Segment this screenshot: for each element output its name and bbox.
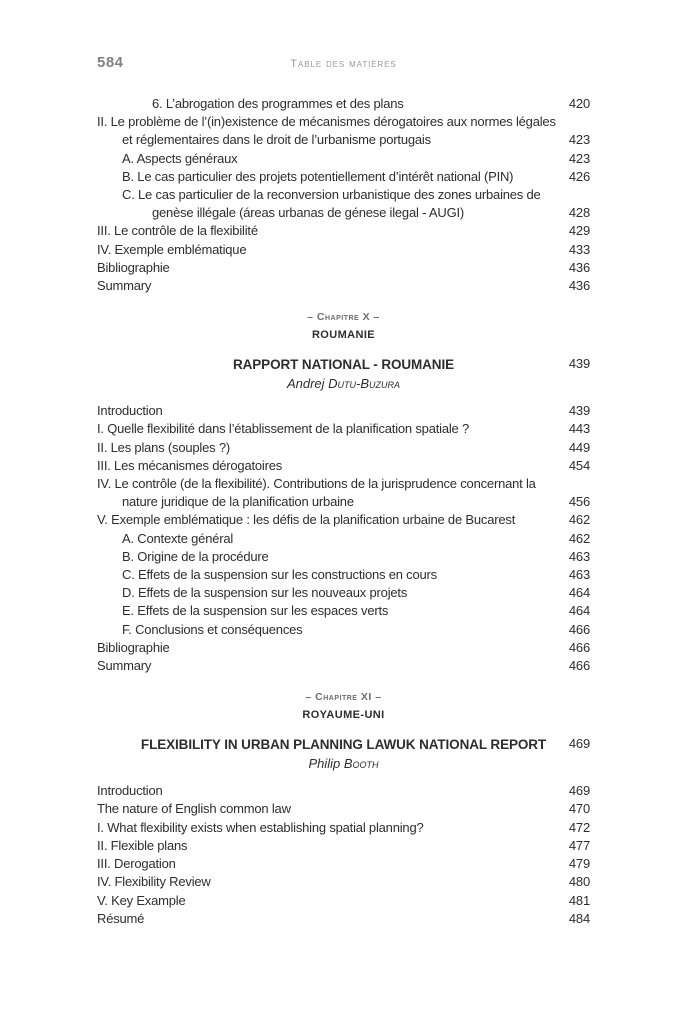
toc-entry — [97, 259, 590, 277]
table-of-contents — [97, 95, 590, 928]
toc-entry-title — [122, 584, 590, 602]
toc-entry-line: I. Quelle flexibilité dans l’établissement de la planification spatiale ? — [97, 421, 470, 437]
toc-entry-page-number: 469 — [568, 783, 590, 799]
toc-entry-page-number: 479 — [568, 856, 590, 872]
toc-entry-page-number: 428 — [568, 205, 590, 221]
toc-entry-line: III. Derogation — [97, 856, 176, 872]
toc-section — [97, 782, 590, 928]
toc-entry — [97, 892, 590, 910]
toc-entry-line: Introduction — [97, 783, 163, 799]
toc-entry-title — [122, 530, 590, 548]
toc-entry-line: Summary — [97, 278, 152, 294]
page-header — [97, 54, 590, 71]
toc-entry-line: III. Le contrôle de la flexibilité — [97, 223, 258, 239]
toc-section — [97, 402, 590, 675]
toc-entry-title — [122, 602, 590, 620]
toc-entry-page-number: 463 — [568, 548, 590, 564]
toc-entry — [97, 511, 590, 529]
toc-entry — [97, 168, 590, 186]
toc-entry — [97, 584, 590, 602]
toc-entry-title — [97, 222, 590, 240]
toc-entry — [97, 113, 590, 149]
toc-entry — [97, 873, 590, 891]
toc-entry-title — [97, 910, 590, 928]
chapter-page-number: 439 — [568, 356, 590, 372]
chapter-heading — [97, 691, 590, 772]
chapter-label: – Chapitre XI – — [305, 691, 382, 704]
toc-entry-line: Introduction — [97, 403, 163, 419]
toc-entry-line: A. Aspects généraux — [122, 150, 238, 166]
toc-entry — [97, 602, 590, 620]
toc-entry-line: C. Le cas particulier de la reconversion urbanistique des zones urbaines de — [122, 187, 541, 203]
toc-entry — [97, 95, 590, 113]
toc-entry-page-number: 480 — [568, 874, 590, 890]
toc-entry-title — [97, 402, 590, 420]
toc-entry-title — [122, 621, 590, 639]
toc-entry-title — [97, 892, 590, 910]
toc-entry-line: Summary — [97, 658, 152, 674]
toc-entry-page-number: 456 — [568, 494, 590, 510]
toc-entry — [97, 657, 590, 675]
toc-entry-line: II. Le problème de l’(in)existence de mécanismes dérogatoires aux normes légales — [97, 114, 556, 130]
chapter-author — [97, 375, 590, 392]
chapter-country: ROUMANIE — [311, 329, 376, 342]
toc-entry-line: IV. Le contrôle (de la flexibilité). Contributions de la jurisprudence concernant la — [97, 476, 536, 492]
toc-entry — [97, 800, 590, 818]
toc-entry — [97, 621, 590, 639]
toc-entry-line: B. Origine de la procédure — [122, 548, 269, 564]
toc-entry-line: Bibliographie — [97, 259, 170, 275]
toc-entry-page-number: 436 — [568, 278, 590, 294]
toc-entry-title — [97, 657, 590, 675]
toc-entry-line: A. Contexte général — [122, 530, 234, 546]
toc-entry-line: 6. L’abrogation des programmes et des plans — [152, 96, 404, 111]
toc-entry-page-number: 464 — [568, 603, 590, 619]
toc-entry — [97, 639, 590, 657]
toc-entry-title — [97, 241, 590, 259]
toc-entry-title — [97, 855, 590, 873]
toc-entry-page-number: 429 — [568, 223, 590, 239]
author-first-name: Andrej — [286, 376, 329, 392]
toc-entry — [97, 150, 590, 168]
toc-entry-title — [97, 782, 590, 800]
running-header: Table des matières — [290, 58, 397, 70]
toc-entry-line: IV. Flexibility Review — [97, 874, 211, 890]
toc-entry-line: I. What flexibility exists when establishing spatial planning? — [97, 819, 424, 835]
toc-entry — [97, 837, 590, 855]
toc-entry-title — [122, 168, 590, 186]
toc-entry-page-number: 477 — [568, 837, 590, 853]
toc-entry — [97, 457, 590, 475]
toc-entry — [97, 548, 590, 566]
toc-entry-title — [97, 439, 590, 457]
toc-entry-title — [97, 837, 590, 855]
toc-entry — [97, 566, 590, 584]
toc-entry — [97, 855, 590, 873]
toc-entry — [97, 530, 590, 548]
toc-entry-line: V. Key Example — [97, 892, 186, 908]
toc-entry — [97, 819, 590, 837]
toc-entry-title — [122, 186, 590, 222]
toc-entry-page-number: 466 — [568, 639, 590, 655]
toc-entry-title — [97, 873, 590, 891]
chapter-label: – Chapitre X – — [307, 311, 380, 324]
toc-entry-page-number: 466 — [568, 658, 590, 674]
chapter-heading — [97, 311, 590, 392]
toc-entry — [97, 402, 590, 420]
toc-entry-page-number: 423 — [568, 132, 590, 148]
chapter-page-number: 469 — [568, 736, 590, 752]
toc-entry-page-number: 420 — [568, 96, 590, 111]
toc-entry-title — [97, 113, 590, 149]
toc-entry-page-number: 484 — [568, 910, 590, 926]
toc-entry — [97, 475, 590, 511]
toc-entry-title — [97, 259, 590, 277]
toc-entry-line: genèse illégale (áreas urbanas de génese ilegal - AUGI) — [152, 205, 465, 221]
toc-entry-page-number: 436 — [568, 259, 590, 275]
toc-entry-page-number: 463 — [568, 567, 590, 583]
toc-entry-page-number: 454 — [568, 457, 590, 473]
toc-entry-page-number: 470 — [568, 801, 590, 817]
chapter-title: FLEXIBILITY IN URBAN PLANNING LAWUK NATIONAL REPORT — [140, 737, 547, 753]
toc-entry-title — [97, 420, 590, 438]
toc-entry-title — [97, 511, 590, 529]
toc-entry-line: B. Le cas particulier des projets potentiellement d’intérêt national (PIN) — [122, 168, 514, 184]
toc-entry-line: D. Effets de la suspension sur les nouveaux projets — [122, 585, 408, 601]
toc-entry-page-number: 423 — [568, 150, 590, 166]
author-last-name: Booth — [343, 756, 379, 772]
toc-entry-title — [97, 819, 590, 837]
toc-entry-page-number: 433 — [568, 241, 590, 257]
toc-entry — [97, 782, 590, 800]
toc-entry-line: nature juridique de la planification urbaine — [122, 494, 354, 510]
chapter-country: ROYAUME-UNI — [302, 709, 385, 722]
toc-entry-page-number: 449 — [568, 439, 590, 455]
toc-section — [97, 95, 590, 295]
toc-entry-line: Bibliographie — [97, 639, 170, 655]
toc-entry — [97, 910, 590, 928]
toc-entry-page-number: 462 — [568, 530, 590, 546]
toc-entry-line: IV. Exemple emblématique — [97, 241, 247, 257]
toc-entry-title — [97, 277, 590, 295]
chapter-title-row — [97, 736, 590, 753]
toc-entry-title — [97, 639, 590, 657]
toc-entry-page-number: 443 — [568, 421, 590, 437]
toc-entry-line: II. Les plans (souples ?) — [97, 439, 231, 455]
toc-entry-title — [97, 457, 590, 475]
toc-entry-line: C. Effets de la suspension sur les constructions en cours — [122, 567, 437, 583]
toc-entry-page-number: 466 — [568, 621, 590, 637]
toc-entry — [97, 439, 590, 457]
toc-entry-line: E. Effets de la suspension sur les espaces verts — [122, 603, 389, 619]
toc-entry-line: Résumé — [97, 910, 145, 926]
toc-entry-title — [152, 95, 590, 113]
chapter-title-row — [97, 356, 590, 373]
toc-entry — [97, 420, 590, 438]
toc-entry-title — [122, 150, 590, 168]
toc-entry — [97, 222, 590, 240]
toc-entry-page-number: 426 — [568, 168, 590, 184]
toc-entry-page-number: 464 — [568, 585, 590, 601]
author-last-name: Dutu-Buzura — [328, 376, 401, 392]
toc-entry-page-number: 472 — [568, 819, 590, 835]
toc-entry — [97, 241, 590, 259]
toc-entry-line: F. Conclusions et conséquences — [122, 621, 303, 637]
chapter-author — [97, 755, 590, 772]
author-first-name: Philip — [308, 756, 344, 772]
toc-entry-page-number: 481 — [568, 892, 590, 908]
toc-entry-title — [122, 548, 590, 566]
toc-entry-page-number: 439 — [568, 403, 590, 419]
toc-entry-title — [122, 566, 590, 584]
toc-entry-line: et réglementaires dans le droit de l’urbanisme portugais — [122, 132, 431, 148]
toc-entry-title — [97, 800, 590, 818]
toc-entry-line: V. Exemple emblématique : les défis de la planification urbaine de Bucarest — [97, 512, 516, 528]
toc-entry — [97, 277, 590, 295]
toc-entry-line: The nature of English common law — [97, 801, 291, 817]
chapter-title: RAPPORT NATIONAL - ROUMANIE — [232, 357, 455, 373]
toc-entry-page-number: 462 — [568, 512, 590, 528]
toc-entry-line: II. Flexible plans — [97, 837, 188, 853]
folio-page-number: 584 — [97, 54, 124, 71]
toc-entry-line: III. Les mécanismes dérogatoires — [97, 457, 283, 473]
toc-entry — [97, 186, 590, 222]
toc-entry-title — [97, 475, 590, 511]
